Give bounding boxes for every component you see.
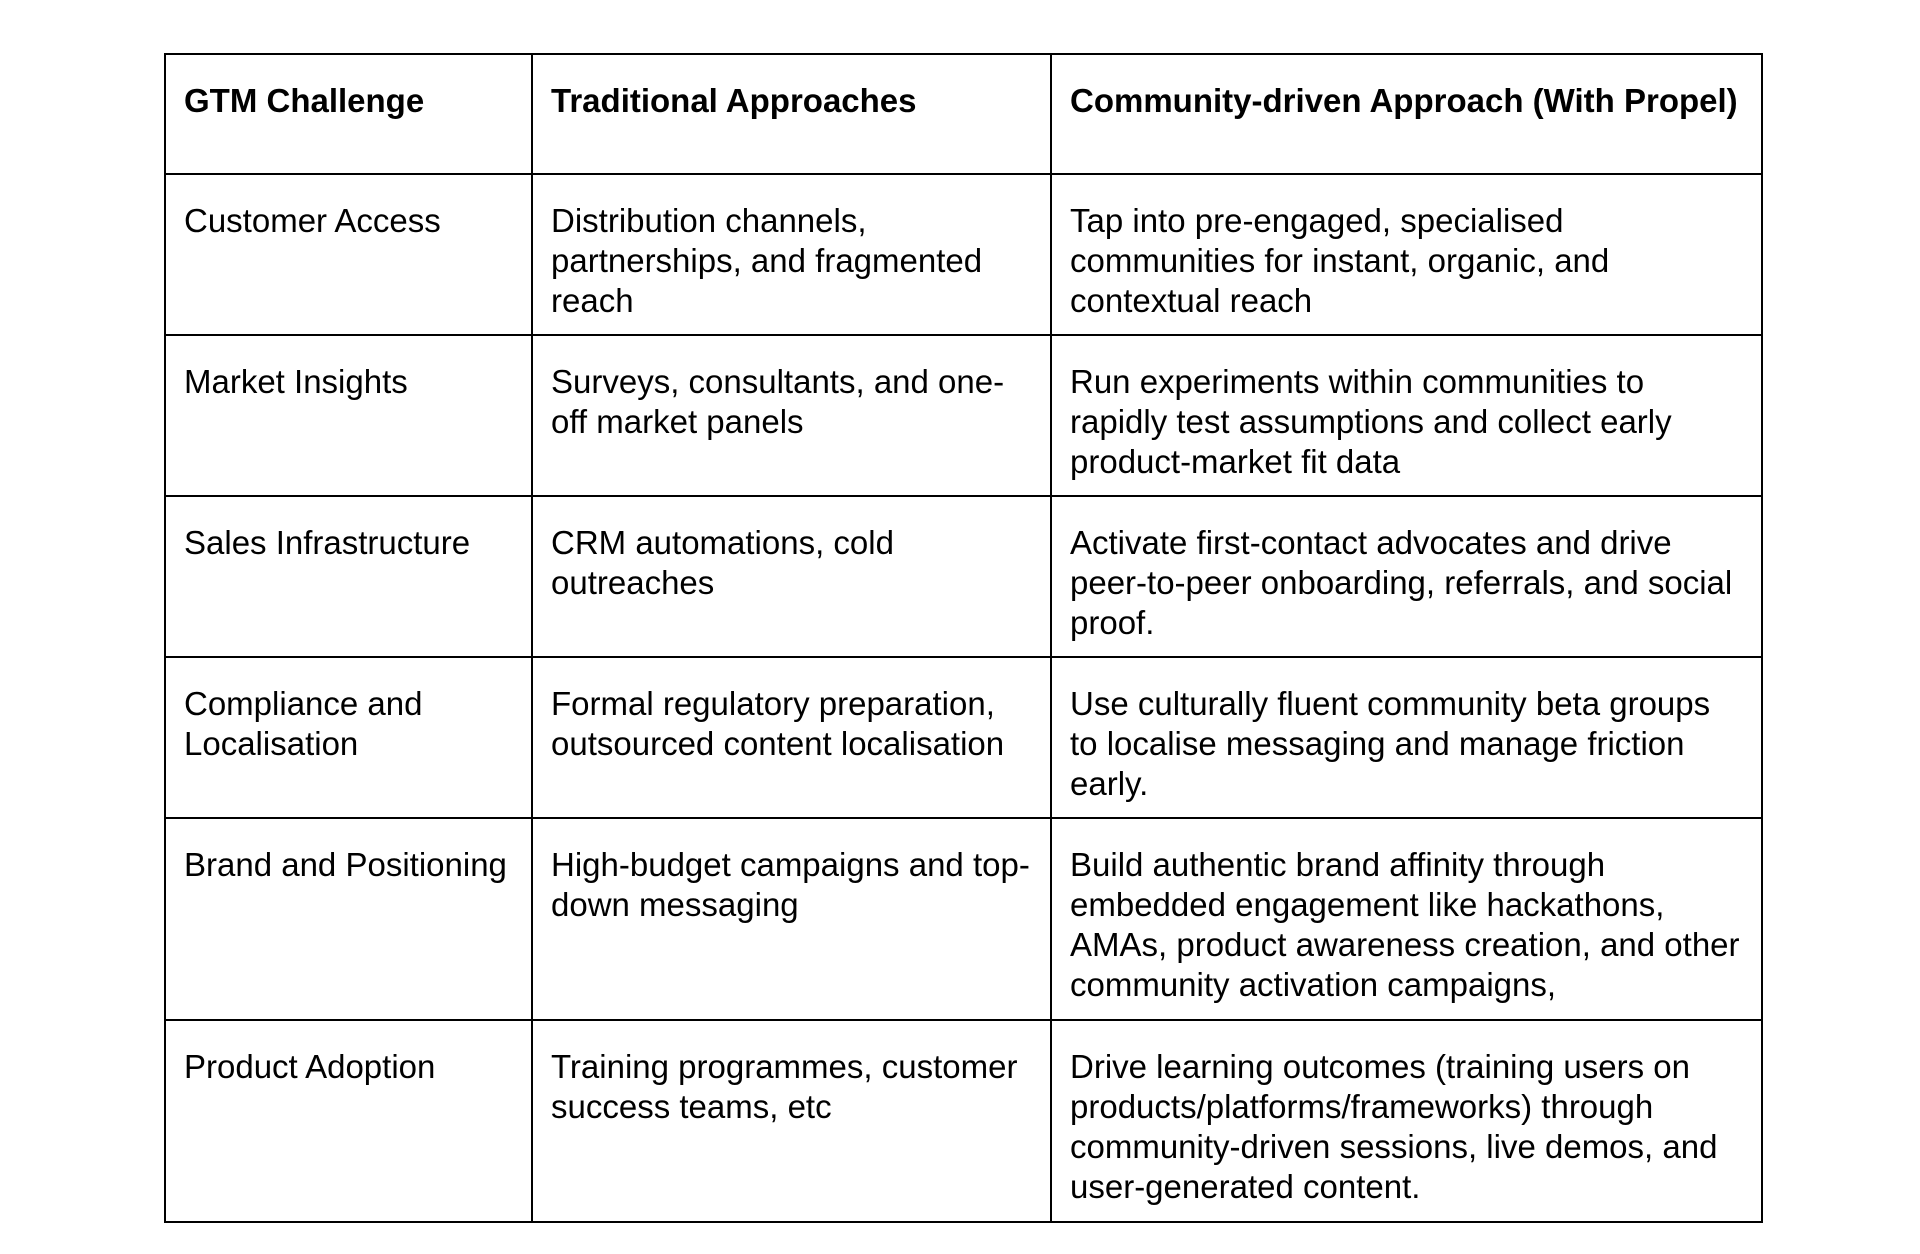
community-cell: Run experiments within communities to rapidly test assumptions and collect early product-market fit data [1051,335,1762,496]
table-row [165,1020,1762,1222]
header-traditional-approaches: Traditional Approaches [532,54,1051,174]
community-cell: Tap into pre-engaged, specialised communities for instant, organic, and contextual reach [1051,174,1762,335]
traditional-cell: High-budget campaigns and top-down messaging [532,818,1051,1020]
comparison-table-container [164,53,1763,1223]
table-header-row [165,54,1762,174]
community-cell: Activate first-contact advocates and drive peer-to-peer onboarding, referrals, and social proof. [1051,496,1762,657]
community-cell: Use culturally fluent community beta groups to localise messaging and manage friction early. [1051,657,1762,818]
challenge-cell: Customer Access [165,174,532,335]
traditional-cell: Formal regulatory preparation, outsourced content localisation [532,657,1051,818]
traditional-cell: Training programmes, customer success teams, etc [532,1020,1051,1222]
header-gtm-challenge: GTM Challenge [165,54,532,174]
traditional-cell: Surveys, consultants, and one-off market panels [532,335,1051,496]
table-row [165,818,1762,1020]
traditional-cell: CRM automations, cold outreaches [532,496,1051,657]
challenge-cell: Sales Infrastructure [165,496,532,657]
table-row [165,335,1762,496]
traditional-cell: Distribution channels, partnerships, and fragmented reach [532,174,1051,335]
table-row [165,496,1762,657]
challenge-cell: Compliance and Localisation [165,657,532,818]
gtm-comparison-table [164,53,1763,1223]
challenge-cell: Market Insights [165,335,532,496]
header-community-driven-approach: Community-driven Approach (With Propel) [1051,54,1762,174]
community-cell: Build authentic brand affinity through embedded engagement like hackathons, AMAs, product awareness creation, and other community activation campaigns, [1051,818,1762,1020]
community-cell: Drive learning outcomes (training users on products/platforms/frameworks) through community-driven sessions, live demos, and user-generated content. [1051,1020,1762,1222]
table-row [165,657,1762,818]
table-row [165,174,1762,335]
challenge-cell: Product Adoption [165,1020,532,1222]
challenge-cell: Brand and Positioning [165,818,532,1020]
